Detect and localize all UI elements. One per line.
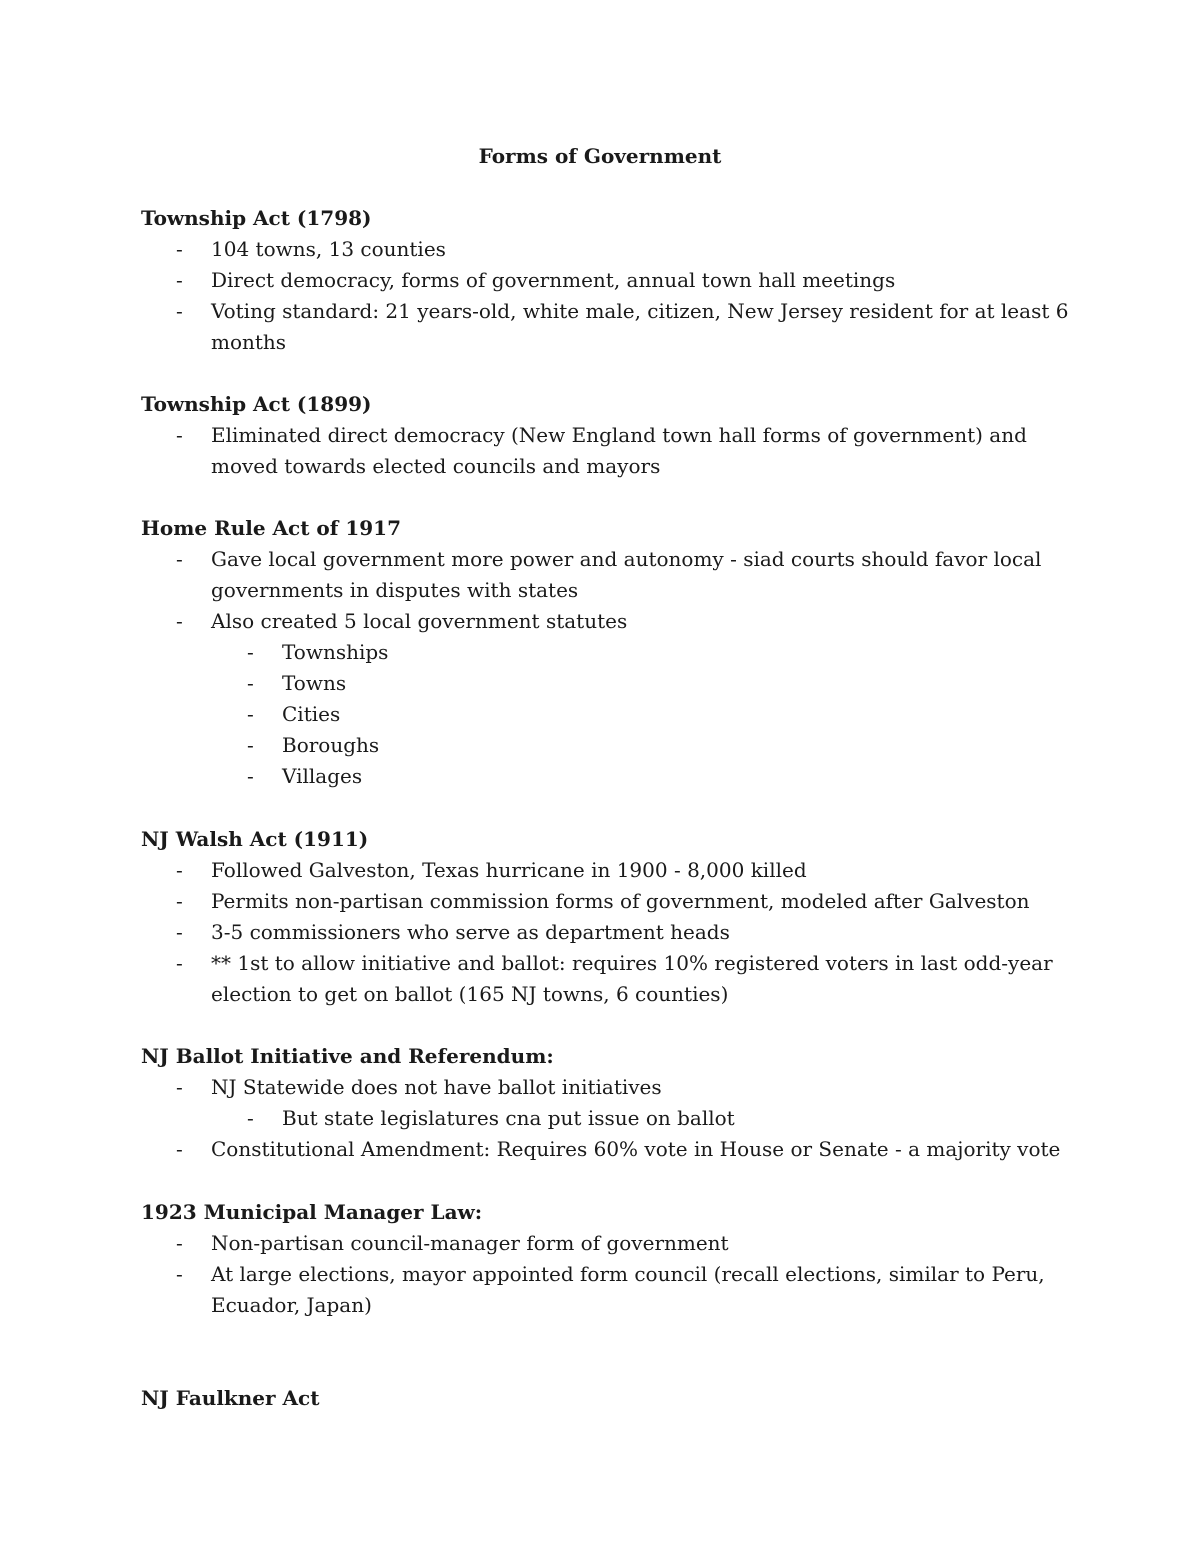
document-title: Forms of Government (478, 144, 722, 168)
list-item: - Voting standard: 21 years-old, white male, citizen, New Jersey resident for at least 6 months (141, 296, 1071, 358)
section-heading: 1923 Municipal Manager Law: (141, 1200, 483, 1224)
list-item: - Permits non-partisan commission forms of government, modeled after Galveston (141, 886, 1071, 917)
list-item: - 104 towns, 13 counties (141, 234, 1071, 265)
sub-list-item: - Townships (141, 637, 1071, 668)
section-heading: NJ Ballot Initiative and Referendum: (141, 1044, 554, 1068)
list-item: - Eliminated direct democracy (New England town hall forms of government) and moved towards elected councils and mayors (141, 420, 1071, 482)
bullet-dash: - (176, 1231, 183, 1255)
list-item: - Gave local government more power and autonomy - siad courts should favor local governments in disputes with states (141, 544, 1071, 606)
sub-list-item: - Towns (141, 668, 1071, 699)
bullet-dash: - (176, 237, 183, 261)
list-item: - Followed Galveston, Texas hurricane in 1900 - 8,000 killed (141, 855, 1071, 886)
list-item: - Non-partisan council-manager form of government (141, 1228, 1071, 1259)
bullet-dash: - (176, 1137, 183, 1161)
sub-list-item: - Villages (141, 761, 1071, 792)
bullet-dash: - (176, 951, 183, 975)
list-item: - 3-5 commissioners who serve as department heads (141, 917, 1071, 948)
list-item: - Constitutional Amendment: Requires 60% vote in House or Senate - a majority vote (141, 1134, 1071, 1165)
bullet-dash: - (176, 1075, 183, 1099)
bullet-dash: - (247, 671, 254, 695)
bullet-dash: - (176, 889, 183, 913)
section-municipal-manager-law (141, 1197, 1071, 1321)
bullet-dash: - (176, 920, 183, 944)
bullet-dash: - (176, 609, 183, 633)
bullet-dash: - (176, 858, 183, 882)
list-item: - Direct democracy, forms of government, annual town hall meetings (141, 265, 1071, 296)
bullet-dash: - (176, 1262, 183, 1286)
section-nj-ballot-initiative (141, 1041, 1071, 1165)
list-item: - ** 1st to allow initiative and ballot: requires 10% registered voters in last odd-year election to get on ballot (165 NJ towns, 6 counties) (141, 948, 1071, 1010)
section-heading: Township Act (1798) (141, 206, 372, 230)
bullet-dash: - (247, 702, 254, 726)
section-heading: NJ Walsh Act (1911) (141, 827, 369, 851)
bullet-dash: - (247, 733, 254, 757)
list-item: - NJ Statewide does not have ballot initiatives (141, 1072, 1071, 1103)
bullet-dash: - (247, 640, 254, 664)
section-nj-walsh-act (141, 824, 1071, 1010)
sub-list-item: - Cities (141, 699, 1071, 730)
sub-list-item: - Boroughs (141, 730, 1071, 761)
section-township-act-1899 (141, 389, 1071, 482)
bullet-dash: - (176, 547, 183, 571)
bullet-dash: - (176, 268, 183, 292)
list-item: - Also created 5 local government statutes (141, 606, 1071, 637)
sub-list-item: - But state legislatures cna put issue on ballot (141, 1103, 1071, 1134)
section-heading: NJ Faulkner Act (141, 1386, 320, 1410)
list-item: - At large elections, mayor appointed form council (recall elections, similar to Peru, Ecuador, Japan) (141, 1259, 1071, 1321)
bullet-dash: - (247, 1106, 254, 1130)
bullet-dash: - (247, 764, 254, 788)
section-heading: Home Rule Act of 1917 (141, 516, 401, 540)
section-heading: Township Act (1899) (141, 392, 372, 416)
section-home-rule-act (141, 513, 1071, 792)
section-nj-faulkner-act (141, 1383, 1071, 1414)
section-township-act-1798 (141, 203, 1071, 358)
bullet-dash: - (176, 423, 183, 447)
bullet-dash: - (176, 299, 183, 323)
